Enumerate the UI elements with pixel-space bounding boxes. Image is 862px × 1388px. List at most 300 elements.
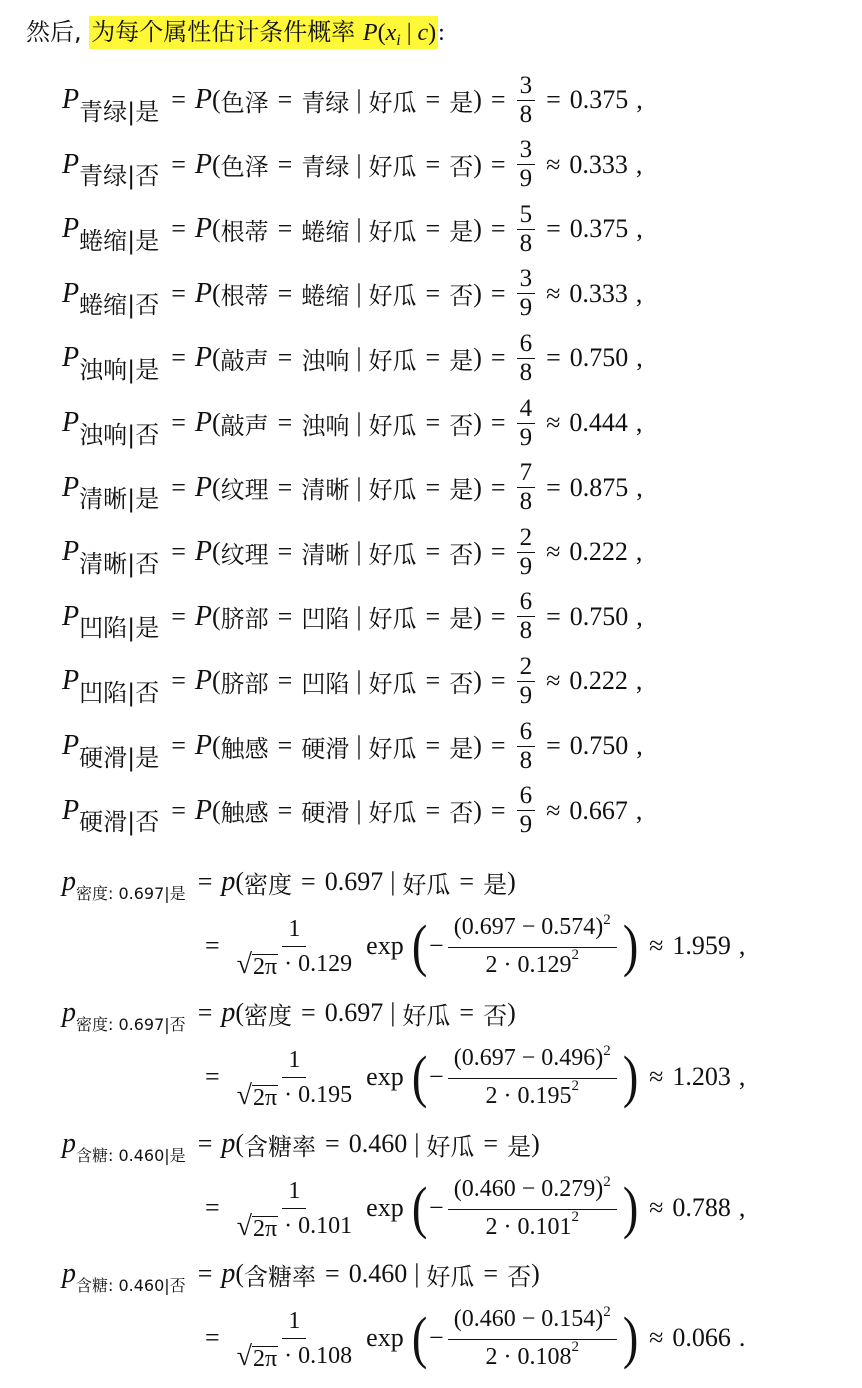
line-punctuation: , (635, 408, 643, 437)
equals-sign: = (171, 214, 186, 244)
minus-sign: − (429, 931, 444, 960)
normalizer-denominator (233, 1209, 357, 1241)
fraction (517, 654, 536, 709)
normalizer-fraction (233, 1176, 357, 1241)
attribute-name: 色泽 (220, 88, 269, 117)
density-subscript: 密度: 0.697|是 (76, 883, 186, 903)
multiply-dot: · (503, 952, 512, 978)
open-paren: ( (211, 537, 221, 567)
intro-lead: 然后, (26, 18, 82, 46)
equals-sign: = (277, 343, 293, 373)
attribute-value: 硬滑 (301, 734, 350, 763)
prob-symbol: P (62, 148, 80, 180)
square-exponent: 2 (571, 947, 579, 963)
fraction-numerator: 6 (517, 331, 536, 359)
close-paren: ) (473, 214, 482, 244)
attribute-value: 凹陷 (301, 605, 350, 634)
square-exponent: 2 (603, 1174, 611, 1190)
prob-symbol: P (62, 84, 80, 115)
class-name: 好瓜 (368, 605, 417, 634)
fraction (517, 266, 536, 321)
fraction-numerator: 4 (517, 396, 536, 424)
relation-sign: ≈ (546, 795, 561, 825)
fraction-denominator: 9 (519, 423, 533, 451)
equals-sign: = (171, 795, 186, 825)
attribute-name: 脐部 (220, 669, 269, 698)
fraction (517, 396, 536, 451)
attribute-name: 根蒂 (220, 282, 269, 311)
x-value: 0.697 (461, 1045, 516, 1071)
square-exponent: 2 (571, 1339, 579, 1355)
sigma-value: 0.195 (517, 1083, 572, 1109)
fraction-numerator: 3 (517, 266, 536, 294)
relation-sign: ≈ (546, 666, 561, 696)
fraction (517, 783, 536, 838)
equals-sign: = (205, 1062, 220, 1091)
open-paren: ( (211, 278, 221, 308)
attribute-value: 蜷缩 (301, 282, 350, 311)
minus-sign: − (515, 1306, 542, 1332)
relation-sign: ≈ (546, 149, 561, 179)
given-bar: | (356, 214, 362, 244)
equals-sign: = (277, 537, 293, 567)
fraction-denominator: 8 (519, 488, 533, 516)
exponent-fraction (448, 912, 617, 980)
fraction (517, 202, 536, 257)
equals-sign: = (171, 278, 186, 308)
prob-symbol: P (62, 730, 80, 761)
class-name: 好瓜 (368, 669, 417, 698)
line-punctuation: , (738, 1193, 746, 1222)
line-punctuation: , (635, 149, 643, 179)
prob-line (62, 456, 643, 520)
fraction-numerator: 2 (517, 525, 536, 553)
fraction (517, 331, 536, 386)
given-bar: | (390, 867, 396, 896)
fraction (517, 137, 536, 192)
minus-sign: − (515, 1176, 542, 1202)
square-root (236, 1340, 279, 1372)
fraction (517, 719, 536, 774)
minus-sign: − (515, 914, 542, 940)
equals-sign: = (197, 867, 213, 896)
relation-sign: = (546, 214, 561, 244)
attribute-name: 敲声 (220, 346, 269, 375)
fraction-numerator: 7 (517, 460, 536, 488)
attribute-name: 纹理 (220, 476, 269, 505)
open-paren: ( (211, 795, 221, 825)
given-bar: | (356, 601, 362, 631)
given-bar: | (356, 343, 362, 373)
open-paren: ( (235, 867, 245, 896)
equals-sign: = (277, 408, 293, 437)
line-punctuation: , (636, 472, 643, 502)
relation-sign: = (546, 472, 561, 502)
given-bar: | (356, 537, 362, 567)
prob-symbol: P (62, 342, 80, 374)
two-factor: 2 (485, 1083, 498, 1109)
equals-sign: = (425, 537, 441, 567)
class-name: 好瓜 (368, 799, 417, 828)
x-value: 0.697 (461, 914, 516, 940)
attribute-name: 敲声 (220, 411, 269, 440)
density-function: p (221, 866, 236, 897)
attribute-name: 脐部 (220, 605, 269, 634)
class-label: 否 (483, 1001, 508, 1030)
class-name: 好瓜 (368, 411, 417, 440)
given-bar: | (356, 731, 362, 760)
open-paren: ( (235, 998, 245, 1027)
exp-function: exp (366, 1193, 404, 1222)
fraction-denominator: 8 (519, 100, 533, 128)
fraction (517, 589, 536, 644)
open-paren: ( (211, 731, 221, 760)
open-paren: ( (211, 601, 221, 631)
open-paren: ( (211, 408, 221, 437)
big-open-paren: ( (411, 913, 428, 978)
prob-symbol: P (62, 665, 80, 697)
density-formula (196, 910, 745, 982)
close-paren: ) (473, 537, 482, 567)
equals-sign: = (459, 998, 475, 1027)
normalizer-denominator (233, 1078, 357, 1110)
close-paren: ) (473, 149, 482, 179)
line-punctuation: , (636, 214, 643, 244)
minus-sign: − (429, 1193, 444, 1222)
attribute-value: 硬滑 (301, 799, 350, 828)
minus-sign: − (429, 1062, 444, 1091)
equals-sign: = (205, 931, 220, 960)
fraction-numerator: 6 (517, 719, 536, 747)
result-value: 0.750 (569, 343, 629, 373)
exponent-numerator (448, 1174, 617, 1210)
attribute-name: 触感 (220, 734, 269, 763)
equals-sign: = (277, 214, 293, 244)
attribute-value: 凹陷 (301, 669, 350, 698)
equals-sign: = (171, 85, 186, 114)
intro-colon: : (438, 20, 445, 46)
exponent-numerator (448, 1043, 617, 1079)
exponent-fraction (448, 1304, 617, 1372)
relation-sign: ≈ (546, 278, 561, 308)
radicand: 2π (253, 1345, 278, 1372)
intro-formula-c: c (417, 20, 429, 46)
close-paren: ) (595, 1176, 604, 1202)
fraction-denominator: 9 (519, 294, 533, 322)
close-paren: ) (473, 666, 482, 696)
line-punctuation: , (738, 1062, 746, 1091)
open-paren: ( (211, 149, 221, 179)
radical-sign: √ (236, 948, 253, 980)
attribute-value: 浊响 (301, 346, 350, 375)
equals-sign: = (490, 731, 506, 760)
close-paren: ) (473, 343, 482, 373)
close-paren: ) (473, 408, 482, 437)
density-header (62, 1254, 540, 1294)
result-value: 0.750 (569, 731, 629, 760)
fraction-numerator: 3 (517, 137, 536, 165)
prob-symbol: P (62, 794, 80, 826)
equals-sign: = (425, 731, 441, 760)
prob-symbol: P (62, 277, 80, 309)
prob-subscript: 硬滑|否 (79, 808, 160, 837)
class-label: 是 (449, 605, 474, 634)
open-paren: ( (211, 85, 221, 114)
equals-sign: = (490, 278, 506, 308)
attribute-name: 纹理 (220, 540, 269, 569)
prob-line (62, 197, 643, 261)
equals-sign: = (483, 1129, 499, 1158)
exponent-numerator (448, 1304, 617, 1340)
prob-subscript: 蜷缩|否 (79, 291, 160, 320)
big-close-paren: ) (622, 1044, 639, 1109)
prob-line (62, 326, 643, 390)
result-value: 0.333 (569, 149, 628, 179)
prob-function: P (194, 471, 212, 503)
given-bar: | (356, 85, 362, 114)
prob-symbol: P (62, 536, 80, 568)
big-open-paren: ( (411, 1175, 428, 1240)
normalizer-numerator: 1 (282, 914, 306, 947)
fraction-numerator: 3 (517, 73, 536, 101)
equals-sign: = (425, 278, 441, 308)
relation-sign: ≈ (546, 408, 561, 437)
exponent-denominator (481, 1340, 583, 1372)
equals-sign: = (277, 472, 293, 502)
fraction-denominator: 8 (519, 358, 533, 386)
attribute-name: 色泽 (220, 153, 269, 182)
result-value: 0.222 (569, 537, 628, 567)
mean-value: 0.574 (541, 914, 596, 940)
minus-sign: − (429, 1323, 444, 1352)
class-name: 好瓜 (426, 1132, 475, 1161)
relation-sign: = (546, 601, 561, 631)
prob-line (62, 714, 643, 778)
equals-sign: = (490, 408, 506, 437)
open-paren: ( (453, 1306, 462, 1332)
equals-sign: = (277, 731, 293, 760)
close-paren: ) (531, 1259, 540, 1288)
class-name: 好瓜 (368, 88, 417, 117)
prob-line (62, 133, 642, 197)
prob-function: P (194, 84, 212, 115)
normalizer-denominator (233, 1339, 357, 1371)
attribute-value: 蜷缩 (301, 217, 350, 246)
approx-sign: ≈ (649, 1193, 664, 1222)
attribute-value: 青绿 (301, 88, 350, 117)
normalizer-fraction (233, 1045, 357, 1110)
two-factor: 2 (485, 1214, 498, 1240)
relation-sign: = (546, 731, 561, 760)
result-value: 0.375 (569, 214, 629, 244)
class-label: 否 (449, 799, 474, 828)
attribute-value: 0.697 (324, 867, 384, 896)
sigma-value: 0.129 (298, 950, 353, 977)
mean-value: 0.496 (541, 1045, 596, 1071)
equals-sign: = (197, 1259, 213, 1288)
multiply-dot: · (503, 1344, 512, 1370)
close-paren: ) (473, 795, 482, 825)
approx-sign: ≈ (649, 931, 664, 960)
result-value: 0.222 (569, 666, 628, 696)
square-exponent: 2 (603, 1304, 611, 1320)
fraction-denominator: 9 (519, 681, 533, 709)
close-paren: ) (507, 867, 516, 896)
open-paren: ( (211, 472, 221, 502)
square-exponent: 2 (571, 1078, 579, 1094)
fraction-numerator: 6 (517, 783, 536, 811)
equals-sign: = (171, 343, 186, 373)
open-paren: ( (211, 666, 221, 696)
given-bar: | (414, 1129, 420, 1158)
density-formula (196, 1302, 745, 1374)
density-symbol: p (62, 866, 76, 897)
equals-sign: = (171, 601, 186, 631)
attribute-value: 浊响 (301, 411, 350, 440)
density-formula (196, 1172, 745, 1244)
result-value: 0.375 (569, 85, 629, 114)
prob-symbol: P (62, 600, 80, 632)
result-value: 0.750 (569, 601, 629, 631)
result-value: 0.444 (569, 408, 628, 437)
fraction-denominator: 9 (519, 552, 533, 580)
exponent-fraction (448, 1174, 617, 1242)
equals-sign: = (483, 1259, 499, 1288)
attribute-value: 0.460 (348, 1259, 408, 1288)
intro-formula-bar: | (406, 20, 412, 46)
class-label: 否 (449, 669, 474, 698)
prob-symbol: P (62, 471, 80, 503)
line-punctuation: , (738, 931, 746, 960)
sigma-value: 0.101 (517, 1214, 572, 1240)
prob-function: P (194, 213, 212, 245)
relation-sign: = (546, 343, 561, 373)
multiply-dot: · (284, 1212, 293, 1239)
attribute-value: 青绿 (301, 153, 350, 182)
square-exponent: 2 (603, 912, 611, 928)
exp-function: exp (366, 931, 404, 960)
intro-formula-i: i (396, 32, 401, 49)
equals-sign: = (277, 149, 293, 179)
mean-value: 0.154 (541, 1306, 596, 1332)
attribute-value: 清晰 (301, 540, 350, 569)
prob-function: P (194, 730, 212, 761)
normalizer-numerator: 1 (282, 1176, 306, 1209)
prob-subscript: 凹陷|是 (79, 614, 160, 643)
density-header (62, 993, 516, 1033)
equals-sign: = (277, 666, 293, 696)
square-exponent: 2 (571, 1209, 579, 1225)
line-punctuation: , (636, 601, 643, 631)
given-bar: | (356, 795, 362, 825)
class-name: 好瓜 (368, 282, 417, 311)
prob-line (62, 68, 643, 132)
prob-line (62, 262, 642, 326)
minus-sign: − (515, 1045, 542, 1071)
intro-formula-p: P (362, 20, 378, 46)
given-bar: | (356, 408, 362, 437)
attribute-value: 0.460 (348, 1129, 408, 1158)
radical-sign: √ (236, 1079, 253, 1111)
open-paren: ( (453, 1045, 462, 1071)
sigma-value: 0.195 (298, 1081, 353, 1108)
given-bar: | (390, 998, 396, 1027)
multiply-dot: · (503, 1083, 512, 1109)
density-header (62, 1124, 540, 1164)
close-paren: ) (473, 278, 482, 308)
radicand: 2π (253, 953, 278, 980)
radicand: 2π (253, 1215, 278, 1242)
result-value: 0.333 (569, 278, 628, 308)
line-punctuation: , (636, 85, 643, 114)
class-label: 是 (449, 88, 474, 117)
given-bar: | (356, 278, 362, 308)
sigma-value: 0.101 (298, 1212, 353, 1239)
equals-sign: = (425, 214, 441, 244)
intro-sentence (26, 12, 445, 52)
multiply-dot: · (284, 1081, 293, 1108)
equals-sign: = (490, 149, 506, 179)
equals-sign: = (490, 537, 506, 567)
attribute-name: 根蒂 (220, 217, 269, 246)
approx-sign: ≈ (649, 1323, 664, 1352)
attribute-value: 清晰 (301, 476, 350, 505)
line-punctuation: , (635, 278, 643, 308)
equals-sign: = (490, 85, 506, 114)
multiply-dot: · (503, 1214, 512, 1240)
prob-subscript: 浊响|是 (79, 355, 160, 384)
equals-sign: = (425, 408, 441, 437)
equals-sign: = (425, 666, 441, 696)
sigma-value: 0.108 (298, 1342, 353, 1369)
sigma-value: 0.129 (517, 952, 572, 978)
equals-sign: = (490, 666, 506, 696)
prob-subscript: 青绿|是 (79, 97, 160, 126)
line-punctuation: . (738, 1323, 746, 1352)
exponent-fraction (448, 1043, 617, 1111)
equals-sign: = (197, 1129, 213, 1158)
result-value: 0.875 (569, 472, 629, 502)
square-root (236, 948, 279, 980)
equals-sign: = (325, 1129, 340, 1158)
open-paren: ( (211, 214, 221, 244)
equals-sign: = (490, 214, 506, 244)
result-value: 1.203 (672, 1062, 731, 1091)
multiply-dot: · (284, 1342, 293, 1369)
prob-line (62, 520, 642, 584)
density-function: p (221, 1128, 236, 1159)
class-label: 否 (449, 282, 474, 311)
equals-sign: = (490, 795, 506, 825)
prob-subscript: 清晰|否 (79, 549, 160, 578)
line-punctuation: , (635, 795, 643, 825)
sigma-value: 0.108 (517, 1344, 572, 1370)
prob-subscript: 青绿|否 (79, 162, 160, 191)
density-subscript: 密度: 0.697|否 (76, 1014, 186, 1034)
x-value: 0.460 (461, 1306, 516, 1332)
approx-sign: ≈ (649, 1062, 664, 1091)
given-bar: | (356, 149, 362, 179)
radicand: 2π (253, 1084, 278, 1111)
equals-sign: = (301, 867, 316, 896)
fraction (517, 73, 536, 128)
density-formula (196, 1041, 745, 1113)
exp-function: exp (366, 1062, 404, 1091)
prob-line (62, 391, 642, 455)
square-root (236, 1210, 279, 1242)
close-paren: ) (473, 472, 482, 502)
equals-sign: = (425, 343, 441, 373)
